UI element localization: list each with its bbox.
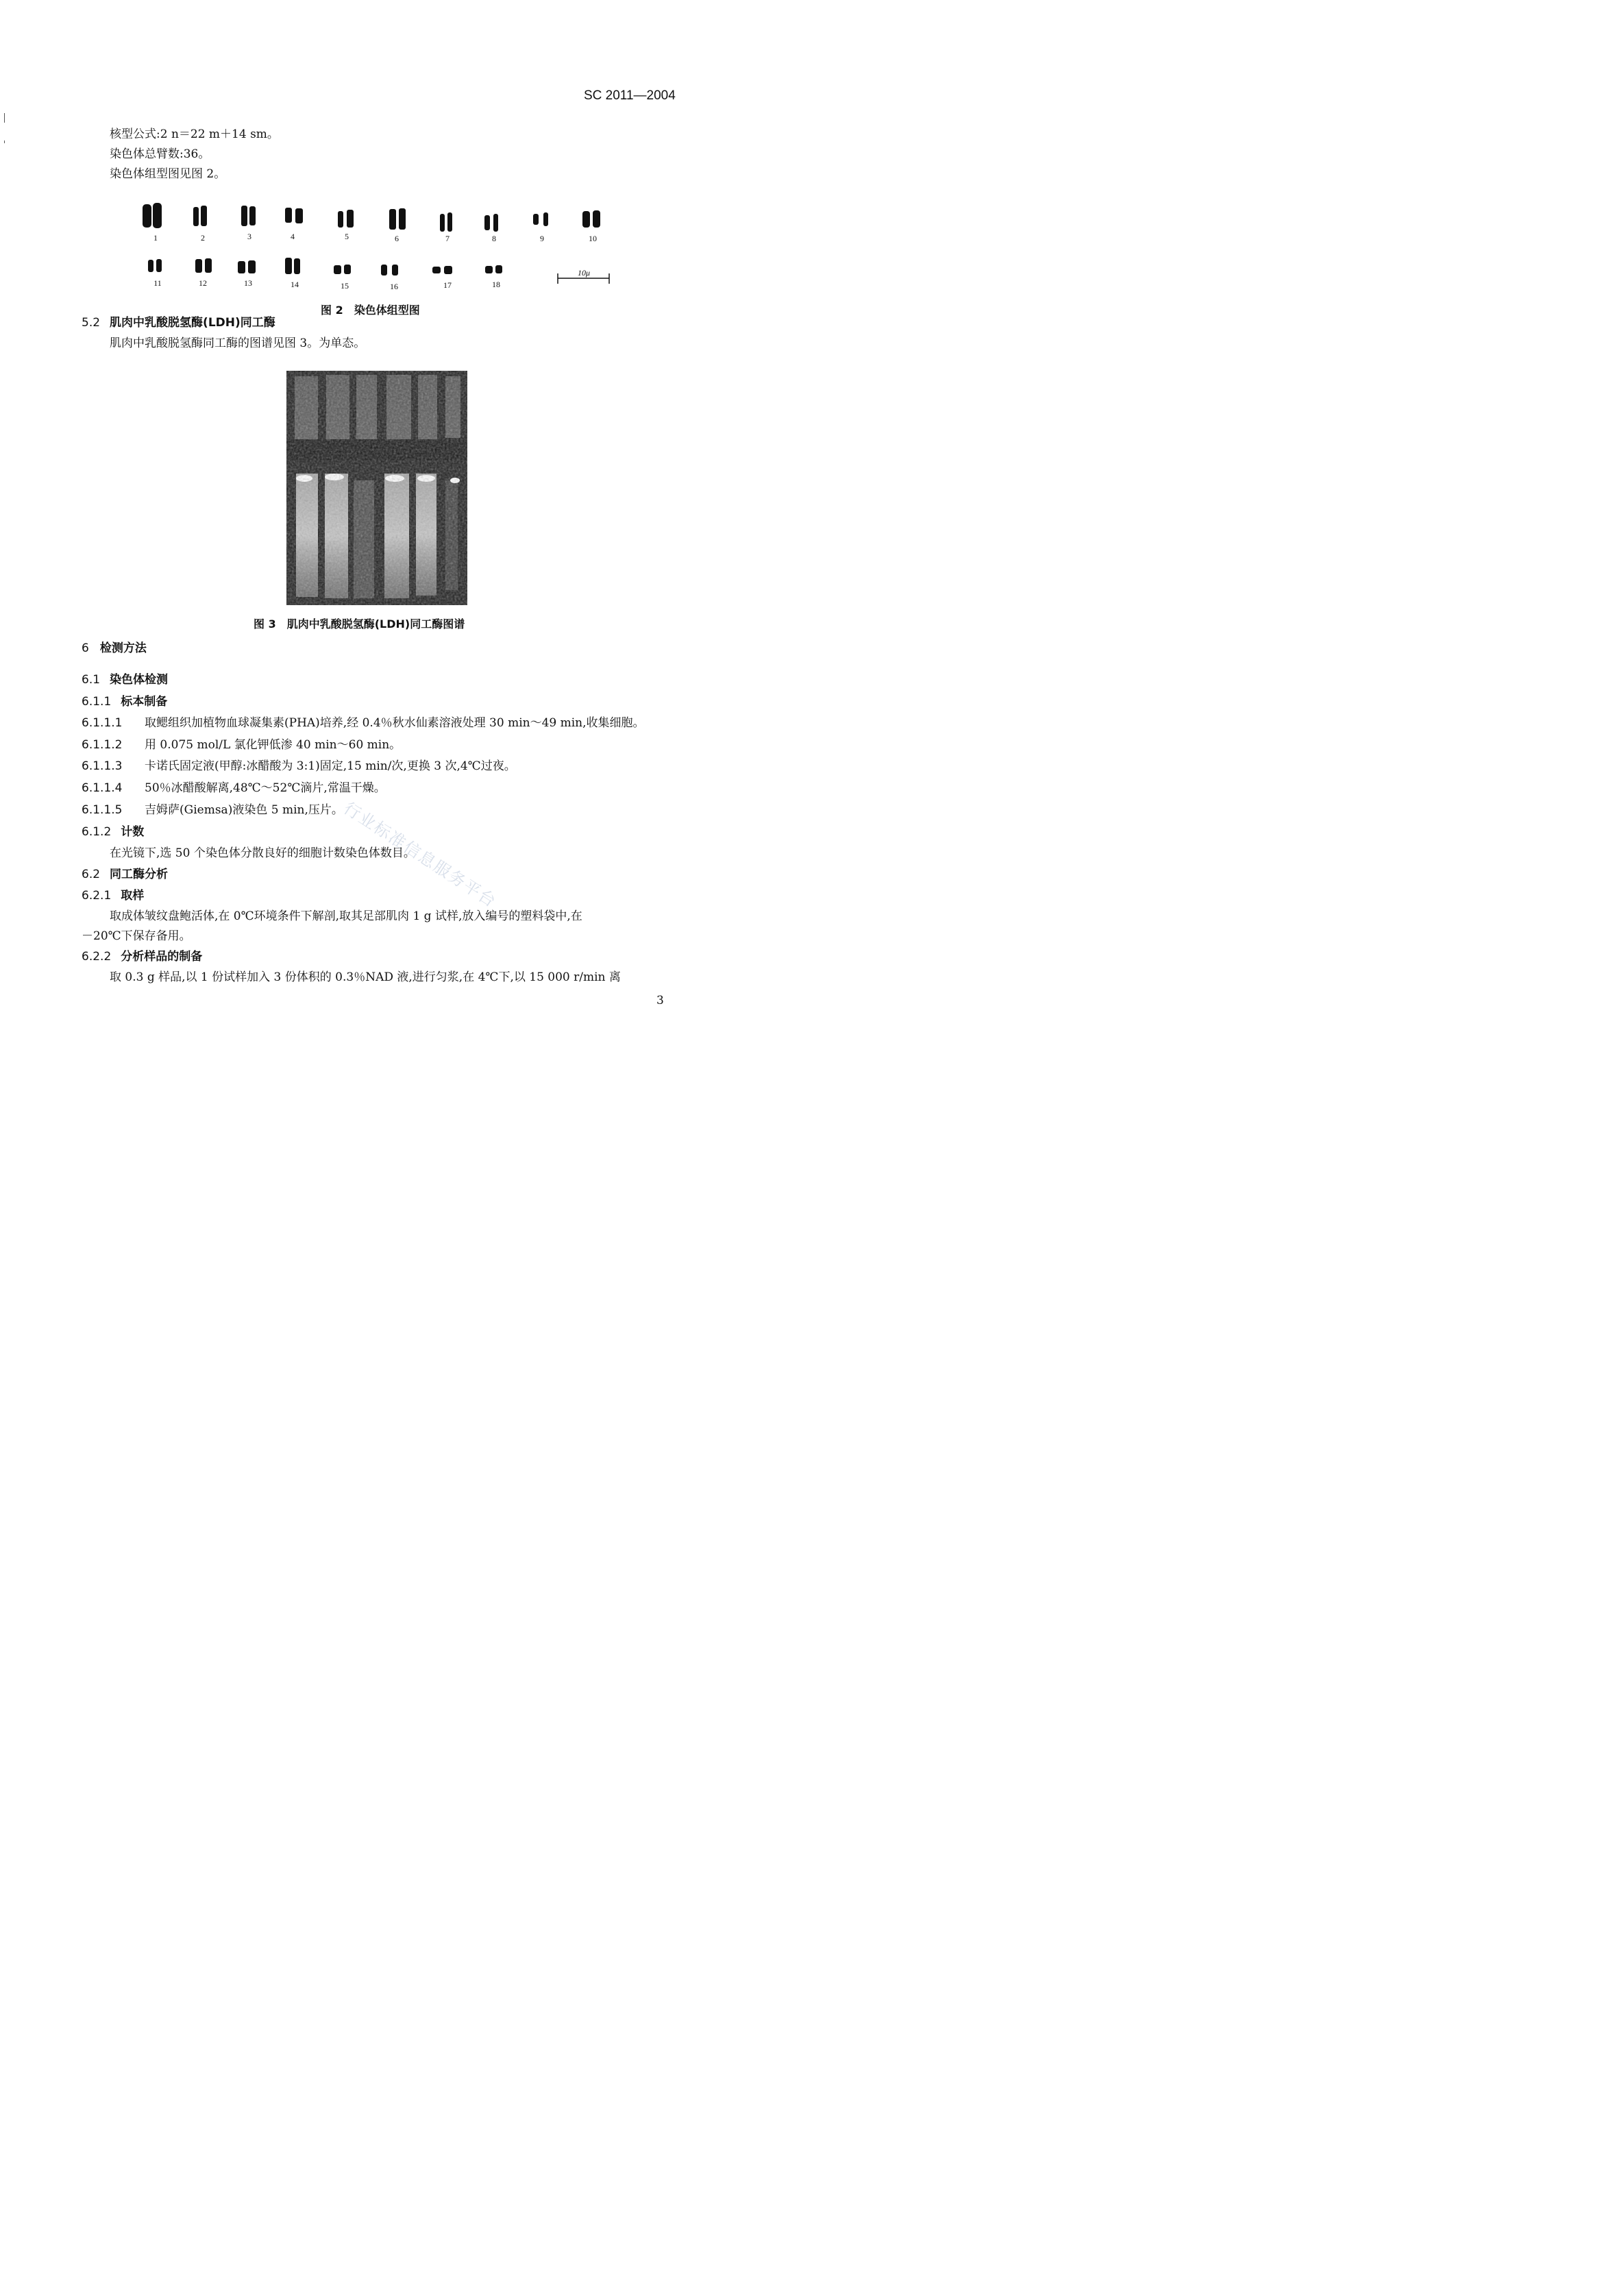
- figure-2-caption: 图 2 染色体组型图: [321, 304, 420, 317]
- watermark: 行业标准信息服务平台: [340, 798, 500, 912]
- arm-count: 染色体总臂数:36。: [110, 147, 210, 161]
- margin-mark: [4, 140, 5, 143]
- step-text: 用 0.075 mol/L 氯化钾低渗 40 min～60 min。: [145, 738, 402, 752]
- page-number: 3: [656, 994, 664, 1007]
- chromosome-pair-10: [582, 210, 600, 228]
- chromosome-pair-11: [148, 259, 162, 272]
- chromosome-number: 12: [199, 278, 207, 288]
- chromosome-number: 1: [153, 233, 158, 243]
- step-6-1-1-5: [82, 803, 343, 818]
- chromosome-pair-13: [238, 260, 256, 273]
- chromosome-number: 7: [445, 234, 450, 243]
- chromosome-pair-7: [440, 212, 452, 232]
- section-number: 6.1.1: [82, 695, 112, 709]
- section-5-2-heading: [82, 315, 275, 330]
- step-number: 6.1.1.4: [82, 781, 123, 795]
- section-title: 标本制备: [121, 695, 168, 709]
- chromosome-pair-5: [338, 210, 354, 228]
- section-6-2-2-text: 取 0.3 g 样品,以 1 份试样加入 3 份体积的 0.3％NAD 液,进行匀浆,在 4℃下,以 15 000 r/min 离: [110, 970, 621, 984]
- section-number: 6.1.2: [82, 825, 112, 839]
- section-title: 取样: [121, 889, 145, 903]
- section-6-2-1-text-line2: －20℃下保存备用。: [82, 929, 191, 943]
- chromosome-number: 18: [492, 280, 500, 289]
- section-number: 6.1: [82, 673, 101, 687]
- section-6-2-heading: [82, 867, 168, 882]
- chromosome-number: 14: [291, 280, 299, 289]
- step-6-1-1-2: [82, 737, 401, 752]
- step-number: 6.1.1.2: [82, 738, 123, 752]
- chromosome-pair-2: [193, 206, 207, 226]
- section-title: 染色体检测: [110, 673, 169, 687]
- section-6-2-1-heading: [82, 888, 144, 903]
- step-text: 卡诺氏固定液(甲醇:冰醋酸为 3:1)固定,15 min/次,更换 3 次,4℃过夜。: [145, 759, 516, 773]
- step-text: 50％冰醋酸解离,48℃～52℃滴片,常温干燥。: [145, 781, 386, 795]
- chromosome-number: 4: [291, 232, 295, 241]
- chromosome-pair-18: [485, 265, 502, 273]
- chromosome-pair-16: [381, 265, 398, 276]
- ldh-gel-image: [286, 371, 467, 605]
- section-number: 6.2.1: [82, 889, 112, 903]
- chromosome-number: 17: [443, 280, 452, 290]
- section-number: 6.2: [82, 868, 101, 881]
- chromosome-number: 16: [390, 282, 398, 291]
- step-6-1-1-3: [82, 759, 516, 774]
- section-5-2-text: 肌肉中乳酸脱氢酶同工酶的图谱见图 3。为单态。: [110, 336, 366, 350]
- chromosome-pair-3: [241, 206, 256, 226]
- chromosome-pair-9: [533, 212, 548, 226]
- section-title: 检测方法: [99, 641, 147, 655]
- chromosome-pair-1: [143, 203, 162, 228]
- chromosome-number: 9: [540, 234, 544, 243]
- chromosome-pair-12: [195, 258, 212, 273]
- figure-reference: 染色体组型图见图 2。: [110, 167, 226, 181]
- step-6-1-1-1: [82, 715, 645, 731]
- standard-number: SC 2011—2004: [584, 88, 676, 103]
- section-6-heading: [82, 641, 147, 656]
- step-text: 取鳃组织加植物血球凝集素(PHA)培养,经 0.4％秋水仙素溶液处理 30 min～49 min,收集细胞。: [145, 716, 645, 730]
- section-title: 分析样品的制备: [121, 950, 203, 964]
- section-number: 6: [82, 641, 89, 655]
- chromosome-number: 11: [153, 278, 162, 288]
- chromosome-pair-15: [334, 265, 351, 274]
- section-title: 同工酶分析: [110, 868, 169, 881]
- section-number: 5.2: [82, 316, 101, 330]
- section-6-1-2-heading: [82, 824, 144, 840]
- scale-label: 10μ: [577, 268, 591, 278]
- step-text: 吉姆萨(Giemsa)液染色 5 min,压片。: [145, 803, 343, 817]
- section-6-1-2-text: 在光镜下,选 50 个染色体分散良好的细胞计数染色体数目。: [110, 846, 415, 860]
- karyotype-formula: 核型公式:2 n＝22 m＋14 sm。: [110, 127, 279, 141]
- section-title: 计数: [121, 825, 145, 839]
- section-6-2-2-heading: [82, 949, 202, 964]
- section-6-1-heading: [82, 672, 168, 687]
- chromosome-number: 2: [201, 233, 205, 243]
- margin-mark: [4, 113, 5, 123]
- figure-3-caption: 图 3 肌肉中乳酸脱氢酶(LDH)同工酶图谱: [254, 617, 465, 631]
- section-title: 肌肉中乳酸脱氢酶(LDH)同工酶: [110, 316, 275, 330]
- chromosome-pair-14: [285, 258, 300, 274]
- chromosome-pair-4: [285, 208, 303, 223]
- chromosome-number: 15: [341, 281, 349, 291]
- chromosome-number: 10: [589, 234, 597, 243]
- chromosome-number: 6: [395, 234, 399, 243]
- step-number: 6.1.1.1: [82, 716, 123, 730]
- step-number: 6.1.1.3: [82, 759, 123, 773]
- section-6-1-1-heading: [82, 694, 167, 709]
- section-number: 6.2.2: [82, 950, 112, 964]
- chromosome-number: 5: [345, 232, 349, 241]
- chromosome-number: 8: [492, 234, 496, 243]
- section-6-2-1-text-line1: 取成体皱纹盘鲍活体,在 0℃环境条件下解剖,取其足部肌肉 1 g 试样,放入编号的塑料袋中,在: [110, 909, 582, 923]
- chromosome-number: 13: [244, 278, 252, 288]
- chromosome-pair-17: [432, 266, 452, 274]
- step-6-1-1-4: [82, 781, 386, 796]
- chromosome-number: 3: [247, 232, 251, 241]
- chromosome-pair-8: [484, 214, 498, 232]
- chromosome-pair-6: [389, 208, 406, 230]
- step-number: 6.1.1.5: [82, 803, 123, 817]
